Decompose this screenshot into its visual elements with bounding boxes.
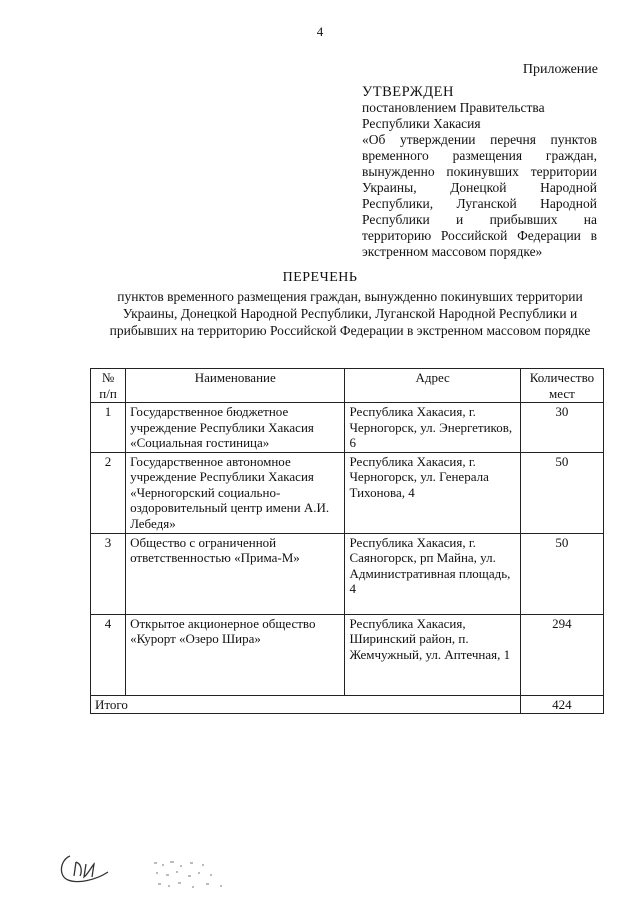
row-name: Государственное автономное учреждение Республики Хакасия «Черногорский социально-оздоровительный центр имени А.И. Лебедя» [126, 452, 345, 533]
row-count: 30 [520, 403, 603, 453]
list-subtitle: пунктов временного размещения граждан, вынужденно покинувших территории Украины, Донецкой Народной Республики, Луганской Народной Республики и прибывших на территорию Российской Федерации в экстренном массовом порядке [109, 289, 591, 338]
header-address: Адрес [345, 369, 520, 403]
row-num: 1 [91, 403, 126, 453]
shelter-table [90, 368, 604, 714]
total-count: 424 [520, 695, 603, 714]
approval-block [362, 84, 597, 260]
header-count: Количество мест [520, 369, 603, 403]
row-count: 50 [520, 452, 603, 533]
total-label: Итого [91, 695, 521, 714]
list-title: ПЕРЕЧЕНЬ [282, 270, 358, 285]
row-address: Республика Хакасия, г. Саяногорск, рп Майна, ул. Административная площадь, 4 [345, 533, 520, 614]
handwritten-signature [56, 850, 116, 886]
table-row [91, 533, 604, 614]
row-count: 50 [520, 533, 603, 614]
row-num: 2 [91, 452, 126, 533]
table-row [91, 403, 604, 453]
row-name: Общество с ограниченной ответственностью «Прима-М» [126, 533, 345, 614]
table-row [91, 614, 604, 695]
row-address: Республика Хакасия, г. Черногорск, ул. Генерала Тихонова, 4 [345, 452, 520, 533]
row-num: 3 [91, 533, 126, 614]
table-row [91, 452, 604, 533]
header-num: № п/п [91, 369, 126, 403]
row-address: Республика Хакасия, Ширинский район, п. Жемчужный, ул. Аптечная, 1 [345, 614, 520, 695]
decree-title: «Об утверждении перечня пунктов временного размещения граждан, вынужденно покинувших территории Украины, Донецкой Народной Республики, Луганской Народной Республики и прибывших на территорию Российской Федерации в экстренном массовом порядке» [362, 132, 597, 259]
row-count: 294 [520, 614, 603, 695]
table-header-row [91, 369, 604, 403]
total-row [91, 695, 604, 714]
approved-heading: УТВЕРЖДЕН [362, 84, 454, 100]
page-number: 4 [316, 24, 324, 39]
row-address: Республика Хакасия, г. Черногорск, ул. Энергетиков, 6 [345, 403, 520, 453]
row-name: Государственное бюджетное учреждение Республики Хакасия «Социальная гостиница» [126, 403, 345, 453]
row-name: Открытое акционерное общество «Курорт «Озеро Шира» [126, 614, 345, 695]
row-num: 4 [91, 614, 126, 695]
appendix-label: Приложение [522, 62, 598, 77]
approval-line-2: Республики Хакасия [362, 116, 481, 131]
faint-stamp-mark [150, 858, 240, 896]
header-name: Наименование [126, 369, 345, 403]
approval-line-1: постановлением Правительства [362, 100, 545, 115]
